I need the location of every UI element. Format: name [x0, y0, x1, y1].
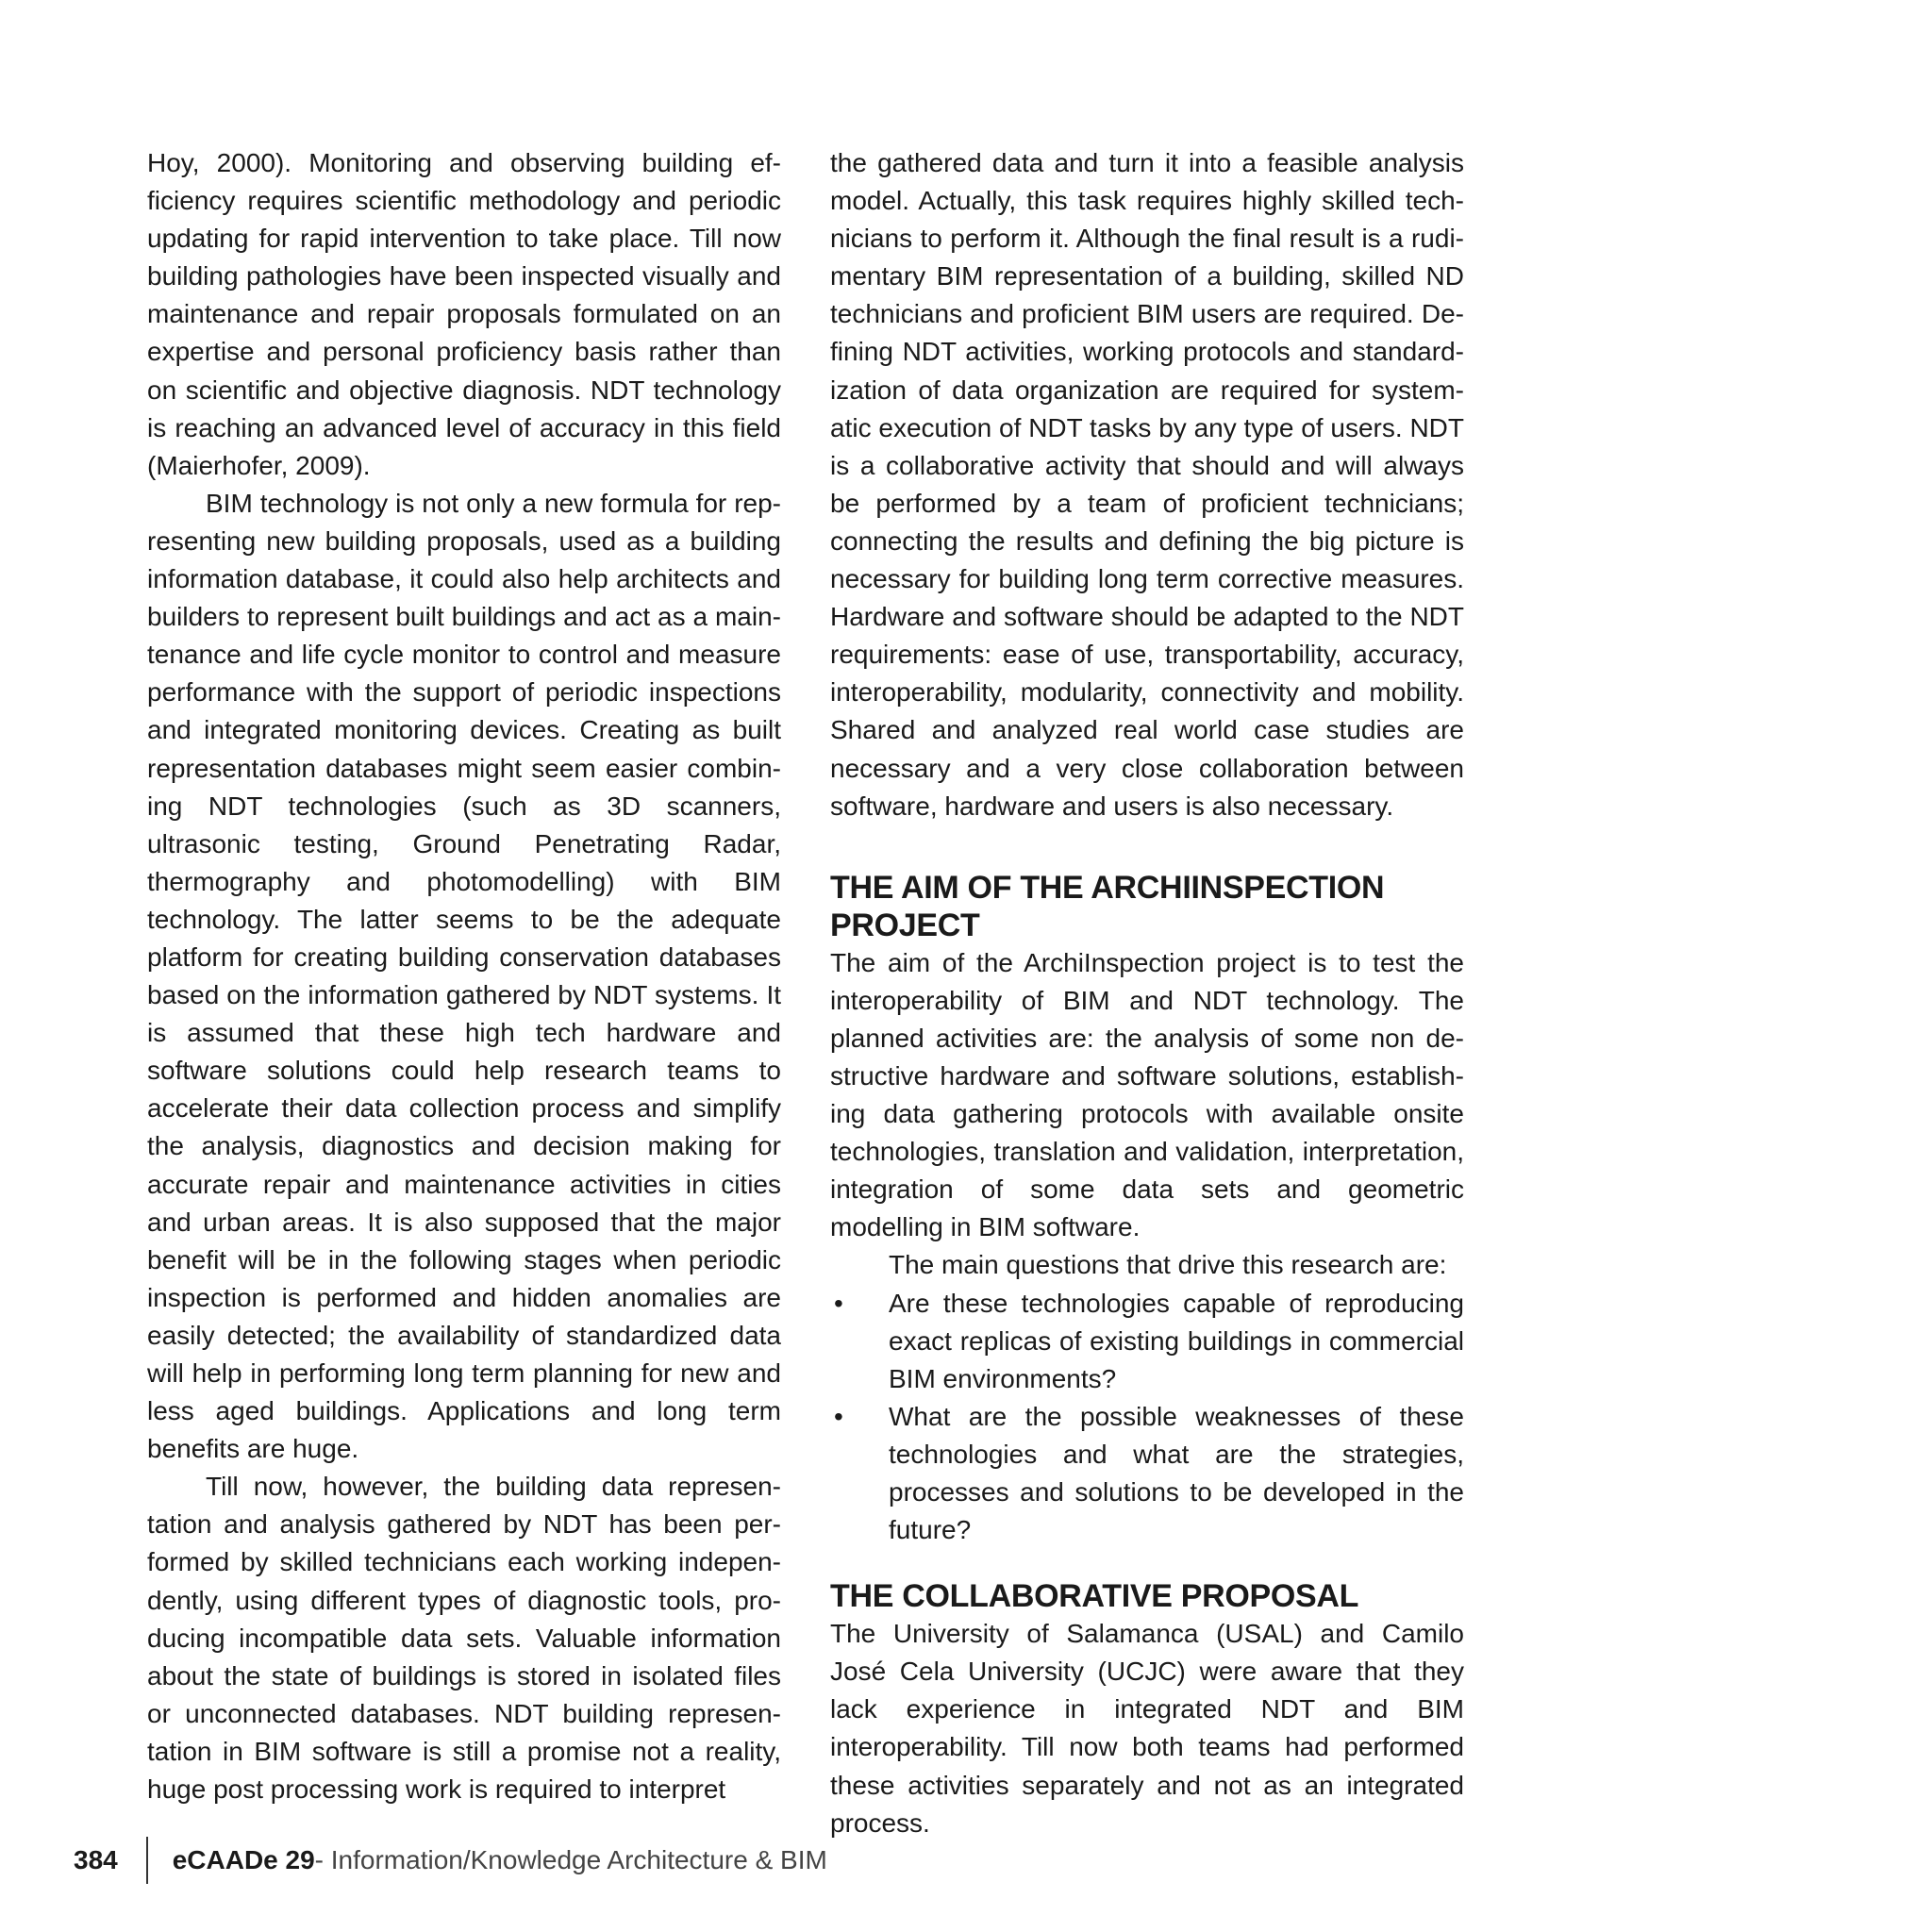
- list-item-text: What are the possible weaknesses of these technologies and what are the strategies, processes and solutions to be developed in the future?: [889, 1401, 1464, 1545]
- body-paragraph: BIM technology is not only a new formula for representing new building proposals, used as a building information database, it could also help architects and builders to represent built buildings and act as a maintenance and life cycle monitor to control and measure performance with the support of periodic inspections and integrated monitoring devices. Creating as built representation databases might seem easier combining NDT technologies (such as 3D scanners, ultrasonic testing, Ground Penetrating Radar, thermography and photomodelling) with BIM technology. The latter seems to be the adequate platform for creating building conservation databases based on the information gathered by NDT systems. It is assumed that these high tech hardware and software solutions could help research teams to accelerate their data collection process and simplify the analysis, diagnostics and decision making for accurate repair and maintenance activities in cities and urban areas. It is also supposed that the major benefit will be in the following stages when periodic inspection is performed and hidden anomalies are easily detected; the availability of standardized data will help in performing long term planning for new and less aged buildings. Applications and long term benefits are huge.: [147, 488, 781, 1464]
- body-paragraph: The University of Salamanca (USAL) and Camilo José Cela University (UCJC) were aware that they lack experience in integrated NDT and BIM interoperability. Till now both teams had performed these activities separately and not as an integrated process.: [830, 1619, 1464, 1838]
- page-number: 384: [74, 1845, 118, 1874]
- body-paragraph: The aim of the ArchiInspection project is to test the interoperability of BIM and NDT technology. The planned activities are: the analysis of some non destructive hardware and software solutions, establishing data gathering protocols with available onsite technologies, translation and validation, interpretation, integration of some data sets and geometric modelling in BIM software.: [830, 947, 1464, 1242]
- page-footer: [74, 1834, 827, 1887]
- journal-name: eCAADe 29: [172, 1845, 315, 1874]
- list-item-text: Are these technologies capable of reproducing exact replicas of existing buildings in commercial BIM environments?: [889, 1288, 1464, 1393]
- section-name: - Information/Knowledge Architecture & BIM: [314, 1845, 827, 1874]
- body-paragraph: Till now, however, the building data representation and analysis gathered by NDT has been performed by skilled technicians each working independently, using different types of diagnostic tools, producing incompatible data sets. Valuable information about the state of buildings is stored in isolated files or unconnected databases. NDT building representation in BIM software is still a promise not a reality, huge post processing work is required to interpret: [147, 1472, 781, 1805]
- footer-divider: [146, 1837, 148, 1884]
- list-item: [830, 1285, 1464, 1398]
- section-heading-aim: THE AIM OF THE ARCHIINSPECTION PROJECT: [830, 869, 1385, 943]
- bullet-icon: •: [834, 1288, 843, 1318]
- body-paragraph: Hoy, 2000). Monitoring and observing building efficiency requires scientific methodology and periodic updating for rapid intervention to take place. Till now building pathologies have been inspected visually and maintenance and repair proposals formulated on an expertise and personal proficiency basis rather than on scientific and objective diagnosis. NDT technology is reaching an advanced level of accuracy in this field (Maierhofer, 2009).: [147, 148, 781, 480]
- bullet-icon: •: [834, 1401, 843, 1431]
- list-item: [830, 1398, 1464, 1549]
- questions-intro: The main questions that drive this research are:: [889, 1250, 1447, 1280]
- questions-list: [830, 1285, 1464, 1550]
- section-heading-collaborative: THE COLLABORATIVE PROPOSAL: [830, 1578, 1359, 1615]
- body-paragraph: the gathered data and turn it into a feasible analysis model. Actually, this task requires highly skilled technicians to perform it. Although the final result is a rudimentary BIM representation of a building, skilled ND technicians and proficient BIM users are required. Defining NDT activities, working protocols and standardization of data organization are required for systematic execution of NDT tasks by any type of users. NDT is a collaborative activity that should and will always be performed by a team of proficient technicians; connecting the results and defining the big picture is necessary for building long term corrective measures. Hardware and software should be adapted to the NDT requirements: ease of use, transportability, accuracy, interoperability, modularity, connectivity and mobility. Shared and analyzed real world case studies are necessary and a very close collaboration between software, hardware and users is also necessary.: [830, 148, 1464, 821]
- left-column: [147, 144, 781, 1808]
- right-column: [830, 144, 1464, 1842]
